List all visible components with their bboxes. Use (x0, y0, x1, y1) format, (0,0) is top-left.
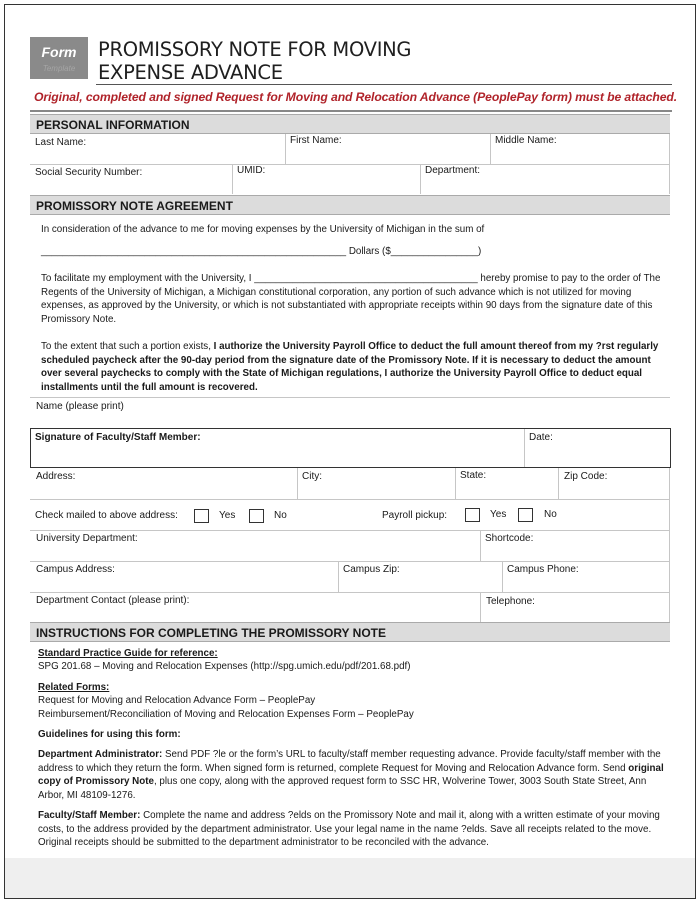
title-line-2: EXPENSE ADVANCE (98, 61, 283, 84)
admin-text-1: Send PDF ?le or the form’s URL to faculty/staff member requesting advance. Provide faculty/staff member with the address to which they return the form. When signed form is returned, complete Request for Moving and Relocation Advance form. Send (38, 749, 661, 774)
repayment-promise (41, 272, 661, 326)
divider (480, 530, 481, 561)
divider (30, 164, 670, 165)
form-badge-sublabel: Template (42, 64, 76, 73)
check-mailed-no-checkbox[interactable] (249, 509, 264, 523)
extent-start: To the extent that such a portion exists, (41, 341, 214, 352)
divider (338, 561, 339, 592)
divider (502, 561, 503, 592)
divider (30, 499, 670, 500)
consideration-text: In consideration of the advance to me for moving expenses by the University of Michigan in the sum of (41, 224, 485, 235)
signature-label: Signature of Faculty/Staff Member: (35, 432, 201, 443)
divider (30, 592, 670, 593)
check-mailed-yes-label: Yes (219, 510, 236, 521)
campus-address-field[interactable]: Campus Address: (36, 564, 115, 575)
personal-info-heading: PERSONAL INFORMATION (30, 114, 670, 134)
state-field[interactable]: State: (460, 470, 487, 481)
divider (455, 468, 456, 499)
department-contact-field[interactable]: Department Contact (please print): (36, 595, 190, 606)
divider (232, 164, 233, 194)
zip-field[interactable]: Zip Code: (564, 471, 608, 482)
dollars-amount-blank[interactable]: ________________ (390, 246, 478, 257)
city-field[interactable]: City: (302, 471, 322, 482)
umid-field[interactable]: UMID: (237, 165, 266, 176)
first-name-field[interactable]: First Name: (290, 135, 342, 146)
name-print-field[interactable]: Name (please print) (36, 401, 124, 412)
payroll-authorization (41, 340, 661, 394)
attachment-notice: Original, completed and signed Request for Moving and Relocation Advance (PeoplePay form) must be attached. (34, 90, 678, 104)
divider (558, 468, 559, 499)
divider (420, 164, 421, 194)
middle-name-field[interactable]: Middle Name: (495, 135, 557, 146)
employee-name-blank[interactable]: _________________________________________ (254, 273, 478, 284)
instructions-heading: INSTRUCTIONS FOR COMPLETING THE PROMISSORY NOTE (30, 622, 670, 642)
divider (669, 468, 670, 622)
payroll-pickup-no-label: No (544, 509, 557, 520)
notice-rule (30, 110, 672, 112)
last-name-field[interactable]: Last Name: (35, 137, 87, 148)
admin-text-2: , plus one copy, along with the approved request form to SSC HR, Wolverine Tower, 3003 South State Street, Ann Arbor, MI 48109-1276. (38, 776, 647, 801)
ssn-field[interactable]: Social Security Number: (35, 167, 143, 178)
campus-phone-field[interactable]: Campus Phone: (507, 564, 579, 575)
title-line-1: PROMISSORY NOTE FOR MOVING (98, 38, 412, 61)
amount-words-blank[interactable]: ________________________________________________________ (41, 246, 347, 257)
payroll-pickup-yes-checkbox[interactable] (465, 508, 480, 522)
dollars-label: Dollars ($ (346, 246, 391, 257)
faculty-text: Complete the name and address ?elds on the Promissory Note and mail it, along with a written estimate of your moving costs, to the address provided by the department administrator. Use your legal name in the name ?elds. Save all receipts related to the move. Original receipts should be submitted to the department administrator to be reconciled with the advance. (38, 810, 660, 848)
payroll-pickup-yes-label: Yes (490, 509, 507, 520)
payroll-pickup-label: Payroll pickup: (382, 510, 448, 521)
form-badge (30, 37, 88, 79)
divider (30, 530, 670, 531)
admin-label: Department Administrator: (38, 749, 163, 760)
facilitate-start: To facilitate my employment with the University, I (41, 273, 255, 284)
related-form-1: Request for Moving and Relocation Advance Form – PeoplePay (38, 695, 316, 706)
divider (30, 561, 670, 562)
guidelines-title: Guidelines for using this form: (38, 729, 181, 740)
check-mailed-label: Check mailed to above address: (35, 510, 178, 521)
extent-authorization: I authorize the University Payroll Office to deduct the full amount thereof from my ?rst regularly scheduled paycheck after the 90-day period from the signature date of the Promissory Note. If it is necessary to deduct the amount over several paychecks to comply with the State of Michigan regulations, I authorize the University Payroll Office to deduct equal installments until the full amount is recovered. (41, 341, 659, 393)
footer-band (5, 858, 695, 898)
title-rule (96, 84, 672, 85)
related-forms-title: Related Forms: (38, 682, 110, 693)
divider (480, 592, 481, 622)
related-form-2: Reimbursement/Reconciliation of Moving and Relocation Expenses Form – PeoplePay (38, 709, 414, 720)
address-field[interactable]: Address: (36, 471, 76, 482)
spg-title: Standard Practice Guide for reference: (38, 648, 218, 659)
divider (297, 468, 298, 499)
admin-instructions (38, 748, 668, 802)
university-department-field[interactable]: University Department: (36, 533, 138, 544)
check-mailed-yes-checkbox[interactable] (194, 509, 209, 523)
divider (285, 134, 286, 164)
divider (524, 429, 525, 467)
spg-reference: SPG 201.68 – Moving and Relocation Expenses (http://spg.umich.edu/pdf/201.68.pdf) (38, 661, 411, 672)
payroll-pickup-no-checkbox[interactable] (518, 508, 533, 522)
amount-line[interactable] (41, 245, 661, 259)
dollars-close: ) (477, 246, 482, 257)
form-badge-label: Form (41, 44, 77, 60)
faculty-label: Faculty/Staff Member: (38, 810, 141, 821)
page-title (98, 38, 411, 84)
admin-bold: original copy of Promissory Note (38, 762, 664, 787)
divider (490, 134, 491, 164)
faculty-instructions (38, 809, 668, 850)
facilitate-rest: hereby promise to pay to the order of The Regents of the University of Michigan, a Michigan constitutional corporation, any portion of such advance which is not utilized for moving expenses, as approved by the University, or which is not substantiated with appropriate receipts within 90 days from the signature date of this Promissory Note. (41, 273, 661, 325)
check-mailed-no-label: No (274, 510, 287, 521)
shortcode-field[interactable]: Shortcode: (485, 533, 534, 544)
campus-zip-field[interactable]: Campus Zip: (343, 564, 400, 575)
divider (30, 397, 670, 398)
department-field[interactable]: Department: (425, 165, 481, 176)
date-field[interactable]: Date: (529, 432, 553, 443)
agreement-heading: PROMISSORY NOTE AGREEMENT (30, 195, 670, 215)
telephone-field[interactable]: Telephone: (486, 596, 535, 607)
